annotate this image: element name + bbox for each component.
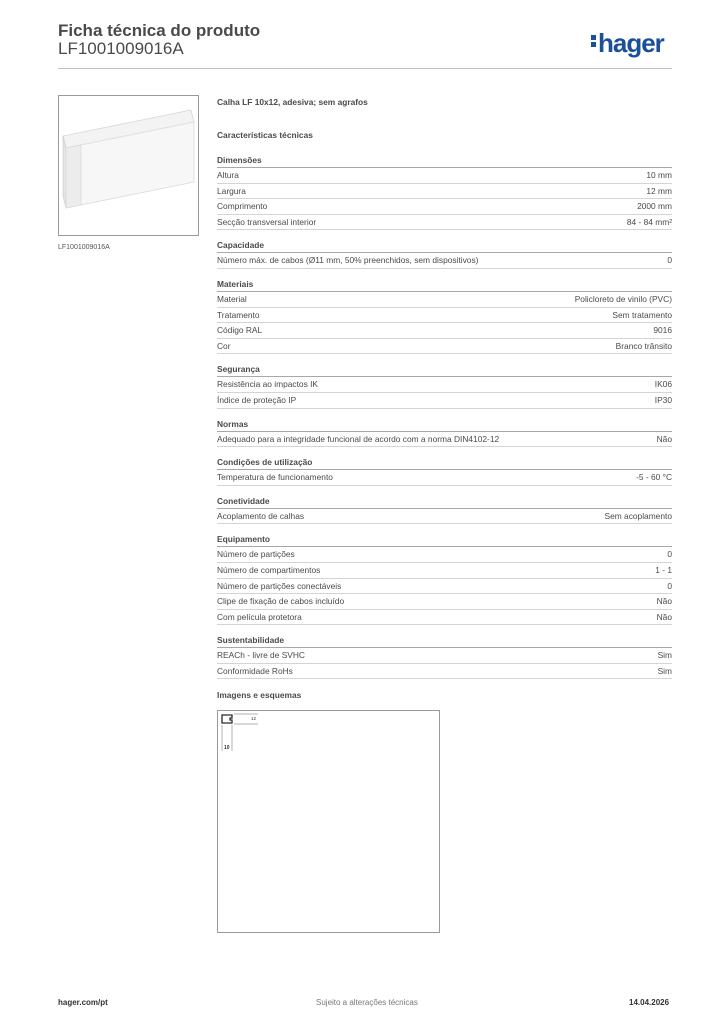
section-title: Materiais bbox=[217, 278, 672, 292]
spec-value: 0 bbox=[667, 255, 672, 266]
spec-section bbox=[217, 456, 672, 486]
spec-content bbox=[217, 96, 672, 688]
spec-section bbox=[217, 634, 672, 679]
spec-row bbox=[217, 432, 672, 448]
spec-label: Adequado para a integridade funcional de acordo com a norma DIN4102-12 bbox=[217, 433, 500, 444]
spec-label: Resistência ao impactos IK bbox=[217, 379, 319, 390]
section-title: Equipamento bbox=[217, 533, 672, 547]
spec-value: Sem acoplamento bbox=[604, 510, 672, 521]
product-image bbox=[58, 95, 199, 236]
spec-label: Conformidade RoHs bbox=[217, 665, 293, 676]
document-title: Ficha técnica do produto bbox=[58, 21, 261, 40]
dimension-drawing bbox=[217, 710, 440, 933]
spec-row bbox=[217, 215, 672, 231]
spec-row bbox=[217, 377, 672, 393]
spec-value: Sim bbox=[657, 665, 672, 676]
images-heading: Imagens e esquemas bbox=[217, 690, 302, 700]
spec-value: 1 - 1 bbox=[655, 564, 672, 575]
dimension-diagram bbox=[218, 711, 439, 932]
height-dimension-label: 10 bbox=[224, 745, 230, 751]
profile-outline-icon bbox=[222, 715, 232, 723]
logo-text: hager bbox=[598, 28, 664, 58]
width-dimension-label: 12 bbox=[251, 716, 257, 721]
spec-row bbox=[217, 339, 672, 355]
spec-label: Número de compartimentos bbox=[217, 564, 321, 575]
spec-sections bbox=[217, 154, 672, 679]
spec-value: 9016 bbox=[653, 325, 672, 336]
spec-value: -5 - 60 °C bbox=[636, 472, 672, 483]
spec-row bbox=[217, 393, 672, 409]
spec-value: Não bbox=[656, 596, 672, 607]
spec-value: 2000 mm bbox=[637, 201, 672, 212]
spec-row bbox=[217, 563, 672, 579]
footer-website-link[interactable]: hager.com/pt bbox=[58, 998, 108, 1007]
spec-value: 0 bbox=[667, 580, 672, 591]
section-title: Dimensões bbox=[217, 154, 672, 168]
section-title: Normas bbox=[217, 418, 672, 432]
spec-section bbox=[217, 239, 672, 269]
spec-section bbox=[217, 154, 672, 230]
spec-row bbox=[217, 579, 672, 595]
spec-row bbox=[217, 610, 672, 626]
cable-trunking-icon bbox=[59, 96, 198, 235]
spec-section bbox=[217, 495, 672, 525]
spec-label: Largura bbox=[217, 185, 246, 196]
spec-label: Índice de proteção IP bbox=[217, 394, 297, 405]
spec-value: Não bbox=[656, 433, 672, 444]
hager-logo bbox=[591, 28, 664, 59]
spec-label: Altura bbox=[217, 170, 239, 180]
spec-label: Tratamento bbox=[217, 309, 260, 320]
spec-value: Policloreto de vinilo (PVC) bbox=[574, 293, 672, 304]
section-title: Conetividade bbox=[217, 495, 672, 509]
footer-date: 14.04.2026 bbox=[629, 998, 670, 1007]
spec-row bbox=[217, 664, 672, 680]
spec-value: Sim bbox=[657, 650, 672, 661]
section-title: Condições de utilização bbox=[217, 456, 672, 470]
spec-value: Branco trânsito bbox=[615, 340, 672, 351]
spec-value: IK06 bbox=[654, 379, 672, 390]
footer-note: Sujeito a alterações técnicas bbox=[316, 998, 418, 1007]
spec-row bbox=[217, 292, 672, 308]
spec-row bbox=[217, 168, 672, 184]
spec-label: Acoplamento de calhas bbox=[217, 510, 305, 521]
spec-label: Material bbox=[217, 293, 247, 304]
spec-label: Temperatura de funcionamento bbox=[217, 472, 333, 483]
spec-row bbox=[217, 648, 672, 664]
spec-label: Comprimento bbox=[217, 201, 268, 212]
spec-value: Sem tratamento bbox=[612, 309, 672, 320]
logo-dots-icon bbox=[591, 33, 596, 49]
spec-label: Clipe de fixação de cabos incluído bbox=[217, 596, 345, 607]
section-title: Capacidade bbox=[217, 239, 672, 253]
spec-label: REACh - livre de SVHC bbox=[217, 650, 305, 661]
spec-section bbox=[217, 278, 672, 354]
spec-label: Cor bbox=[217, 340, 231, 351]
spec-value: 0 bbox=[667, 549, 672, 560]
product-code-subtitle: LF1001009016A bbox=[58, 39, 184, 58]
spec-value: IP30 bbox=[654, 394, 672, 405]
spec-section bbox=[217, 533, 672, 625]
spec-row bbox=[217, 253, 672, 269]
spec-row bbox=[217, 509, 672, 525]
spec-row bbox=[217, 547, 672, 563]
spec-value: 10 mm bbox=[646, 170, 672, 180]
spec-label: Número máx. de cabos (Ø11 mm, 50% preenchidos, sem dispositivos) bbox=[217, 255, 479, 266]
section-title: Segurança bbox=[217, 363, 672, 377]
spec-row bbox=[217, 199, 672, 215]
spec-label: Secção transversal interior bbox=[217, 216, 317, 227]
spec-section bbox=[217, 363, 672, 408]
product-image-caption: LF1001009016A bbox=[58, 244, 110, 251]
spec-label: Com película protetora bbox=[217, 611, 302, 622]
spec-label: Número de partições bbox=[217, 549, 295, 560]
spec-value: 84 - 84 mm² bbox=[626, 216, 672, 227]
spec-row bbox=[217, 308, 672, 324]
spec-row bbox=[217, 323, 672, 339]
spec-value: Não bbox=[656, 611, 672, 622]
spec-section bbox=[217, 418, 672, 448]
spec-row bbox=[217, 184, 672, 200]
spec-label: Código RAL bbox=[217, 325, 263, 336]
technical-characteristics-heading: Características técnicas bbox=[217, 130, 313, 140]
spec-value: 12 mm bbox=[646, 185, 672, 196]
section-title: Sustentabilidade bbox=[217, 634, 672, 648]
spec-label: Número de partições conectáveis bbox=[217, 580, 342, 591]
spec-row bbox=[217, 594, 672, 610]
header-divider bbox=[58, 68, 672, 69]
spec-row bbox=[217, 470, 672, 486]
product-name: Calha LF 10x12, adesiva; sem agrafos bbox=[217, 97, 368, 107]
